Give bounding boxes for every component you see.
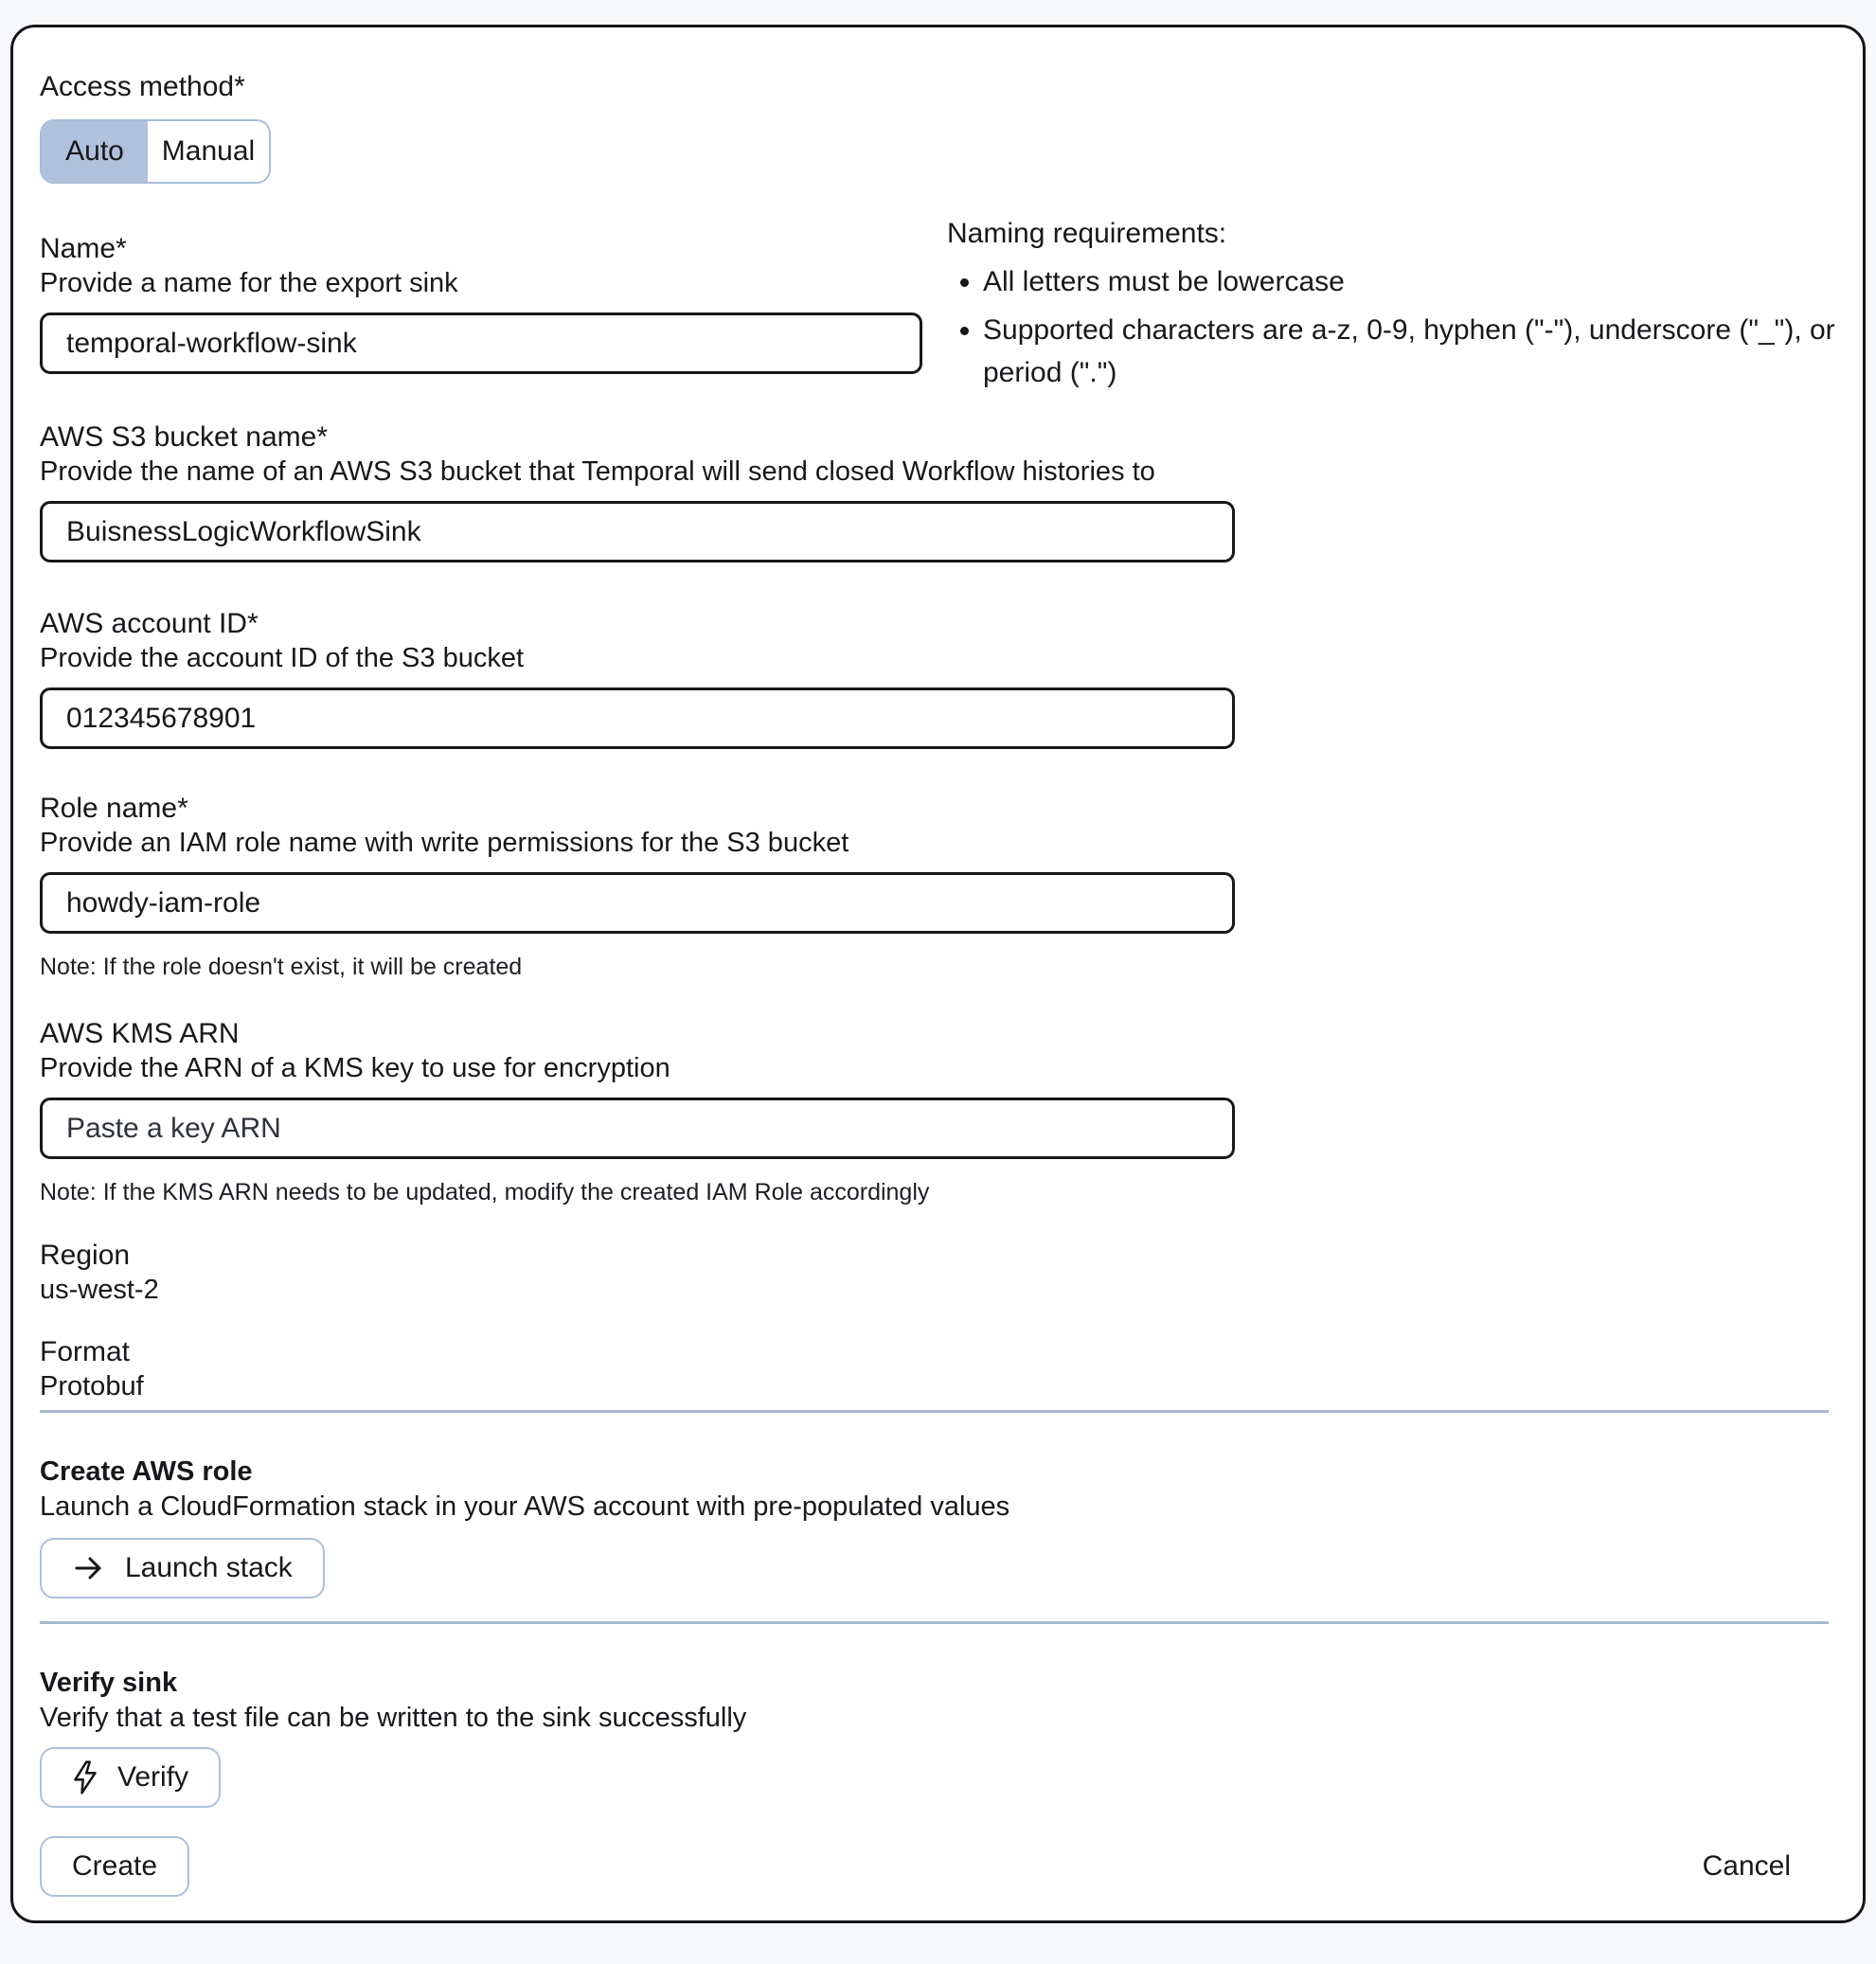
section-divider xyxy=(40,1410,1829,1413)
role-description: Provide an IAM role name with write permissions for the S3 bucket xyxy=(40,828,849,858)
cancel-button[interactable]: Cancel xyxy=(1702,1850,1791,1882)
kms-label: AWS KMS ARN xyxy=(40,1018,240,1049)
format-value: Protobuf xyxy=(40,1371,144,1402)
role-note: Note: If the role doesn't exist, it will be created xyxy=(40,954,523,980)
naming-requirements-panel xyxy=(947,215,1847,394)
kms-field-group xyxy=(40,1016,1829,1207)
kms-description: Provide the ARN of a KMS key to use for encryption xyxy=(40,1053,670,1083)
name-description: Provide a name for the export sink xyxy=(40,268,458,298)
account-label: AWS account ID* xyxy=(40,608,259,639)
kms-note: Note: If the KMS ARN needs to be updated, modify the created IAM Role accordingly xyxy=(40,1179,930,1205)
account-field-group xyxy=(40,606,1829,749)
region-group xyxy=(40,1238,1829,1308)
naming-requirement-item: • All letters must be lowercase xyxy=(983,260,1847,303)
verify-sink-description: Verify that a test file can be written to the sink successfully xyxy=(40,1703,747,1733)
export-sink-form-card xyxy=(10,25,1866,1923)
format-label: Format xyxy=(40,1336,131,1367)
naming-requirements-list xyxy=(947,260,1847,394)
create-button[interactable]: Create xyxy=(40,1836,189,1897)
account-input[interactable] xyxy=(40,687,1235,749)
lightning-icon xyxy=(72,1760,98,1794)
role-label: Role name* xyxy=(40,793,188,824)
form-footer xyxy=(40,1836,1829,1897)
verify-sink-section xyxy=(40,1666,1829,1808)
access-method-toggle xyxy=(40,119,271,184)
bucket-description: Provide the name of an AWS S3 bucket that Temporal will send closed Workflow histories to xyxy=(40,456,1155,487)
region-label: Region xyxy=(40,1240,131,1271)
bucket-input[interactable] xyxy=(40,501,1235,562)
verify-button[interactable] xyxy=(40,1747,221,1808)
access-method-label: Access method* xyxy=(40,71,245,102)
naming-requirements-title: Naming requirements: xyxy=(947,218,1227,249)
bucket-label: AWS S3 bucket name* xyxy=(40,421,329,453)
region-value: us-west-2 xyxy=(40,1275,159,1305)
create-role-section xyxy=(40,1455,1829,1598)
name-input[interactable] xyxy=(40,312,922,374)
verify-sink-title: Verify sink xyxy=(40,1668,178,1698)
arrow-right-icon xyxy=(72,1553,106,1583)
access-method-auto-option[interactable]: Auto xyxy=(42,121,148,182)
verify-label: Verify xyxy=(117,1761,189,1793)
kms-input[interactable] xyxy=(40,1098,1235,1159)
create-role-description: Launch a CloudFormation stack in your AWS account with pre-populated values xyxy=(40,1491,1010,1522)
format-group xyxy=(40,1334,1829,1404)
bucket-field-group xyxy=(40,420,1829,562)
name-label: Name* xyxy=(40,233,127,264)
account-description: Provide the account ID of the S3 bucket xyxy=(40,643,525,673)
role-field-group xyxy=(40,791,1829,982)
create-role-title: Create AWS role xyxy=(40,1456,253,1487)
naming-requirement-item: • Supported characters are a-z, 0-9, hyphen ("-"), underscore ("_"), or period (".") xyxy=(983,309,1847,394)
launch-stack-label: Launch stack xyxy=(125,1552,293,1583)
access-method-manual-option[interactable]: Manual xyxy=(148,121,269,182)
role-input[interactable] xyxy=(40,872,1235,934)
section-divider xyxy=(40,1621,1829,1624)
launch-stack-button[interactable] xyxy=(40,1538,325,1598)
